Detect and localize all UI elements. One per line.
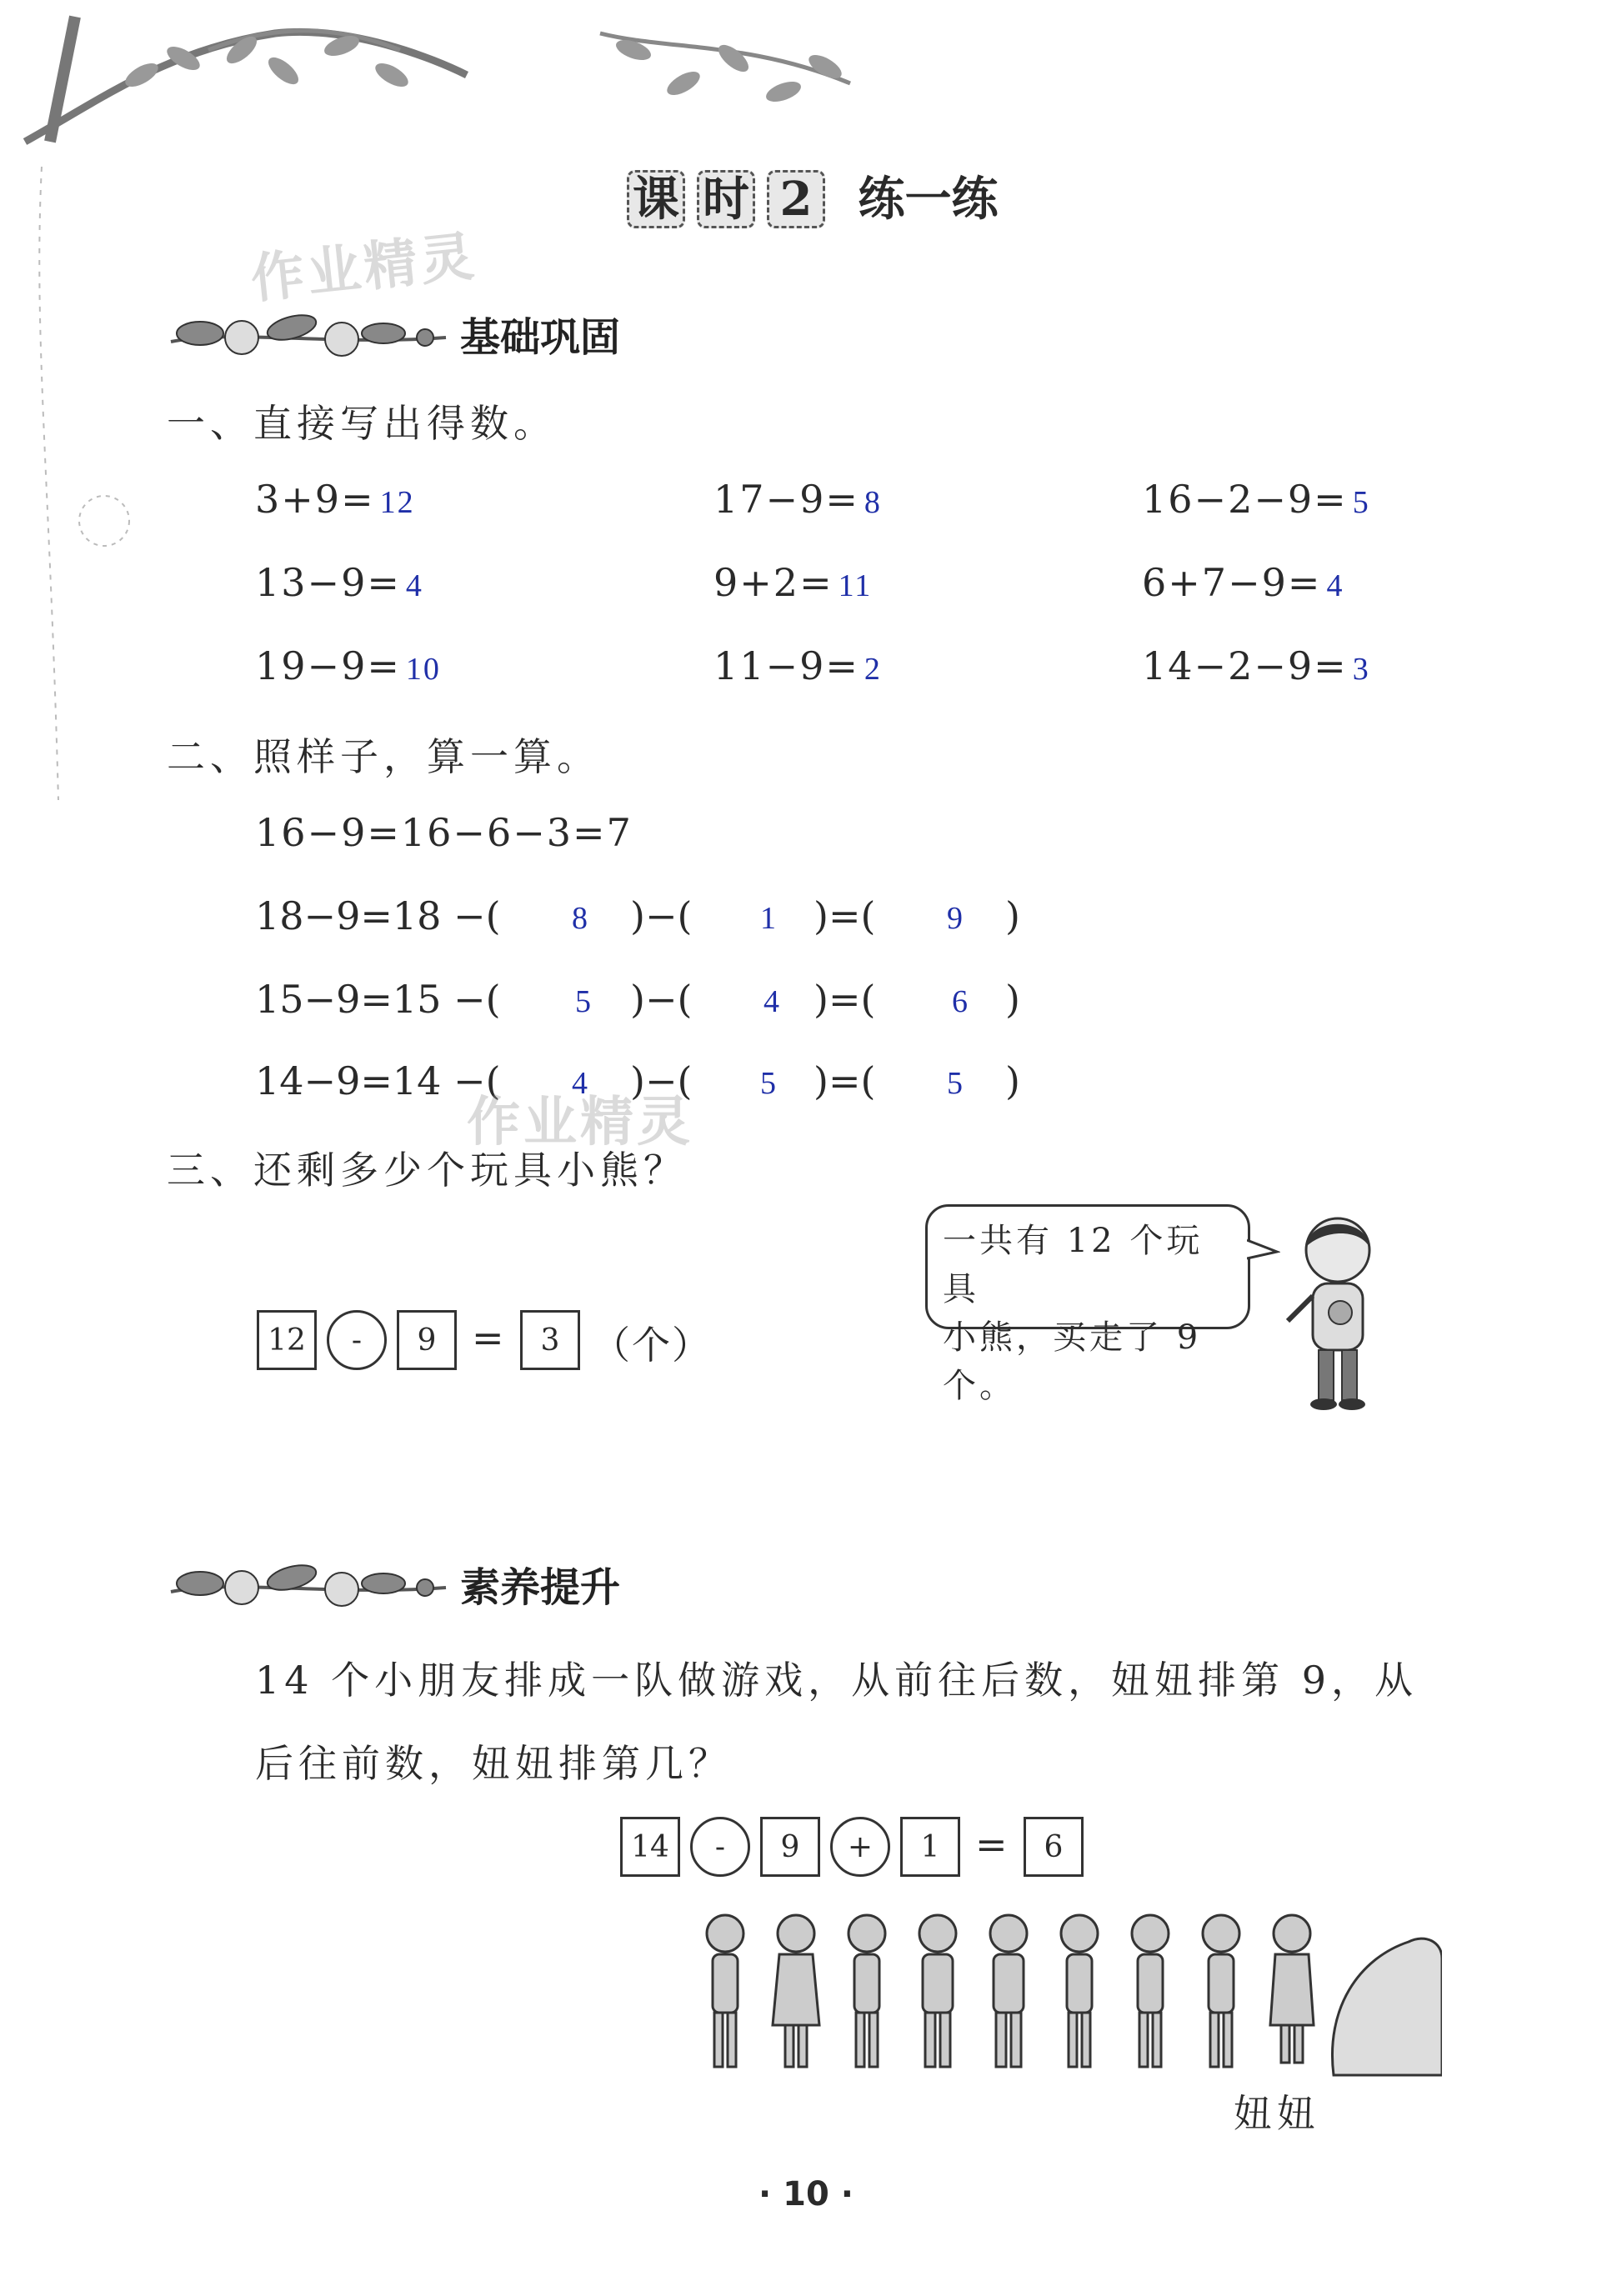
q2-answer-b: 4 <box>763 984 779 1019</box>
children-queue-illustration <box>692 1908 1442 2092</box>
section-header-basic <box>167 296 620 371</box>
q1-expr: 13−9= <box>255 560 401 605</box>
q1-answer: 4 <box>405 568 423 603</box>
q1-expr: 9+2= <box>713 560 834 605</box>
q3-equals: = <box>472 1315 506 1360</box>
watermark-middle: 作业精灵 <box>467 1092 693 1153</box>
q4-line-2: 后往前数，妞妞排第几？ <box>255 1741 732 1786</box>
lesson-char-2: 时 <box>697 170 755 228</box>
q2-example: 16−9=16−6−3=7 <box>255 810 633 855</box>
lesson-title <box>627 163 999 229</box>
q1-answer: 5 <box>1352 485 1370 520</box>
watermark-top: 作业精灵 <box>248 225 480 311</box>
q2-answer-a: 8 <box>572 901 588 936</box>
q1-expr: 6+7−9= <box>1142 560 1322 605</box>
lesson-title-text: 练一练 <box>858 173 999 227</box>
section-header-advanced <box>167 1546 620 1621</box>
q2-paren: ) <box>1005 893 1020 938</box>
q4-operator-plus: + <box>830 1817 890 1877</box>
q2-paren: ) <box>1005 977 1020 1022</box>
q2-paren: )=( <box>814 977 876 1022</box>
q1-item <box>1142 477 1370 522</box>
q3-unit: （个） <box>592 1323 712 1368</box>
q1-item <box>1142 643 1370 688</box>
q2-paren: )−( <box>630 977 693 1022</box>
girl-label: 妞妞 <box>1234 2091 1320 2136</box>
q4-line-1: 14 个小朋友排成一队做游戏，从前往后数，妞妞排第 9，从 <box>255 1658 1419 1703</box>
q3-operator-circle: - <box>327 1310 387 1370</box>
q2-paren: )=( <box>814 1058 876 1103</box>
q4-box-result: 6 <box>1024 1817 1084 1877</box>
q4-box-n3: 1 <box>900 1817 960 1877</box>
q1-answer: 10 <box>405 652 441 687</box>
q1-item <box>713 643 882 688</box>
section-title-advanced: 素养提升 <box>460 1563 621 1611</box>
q4-equals: = <box>975 1822 1009 1867</box>
dashed-margin-line <box>25 167 133 800</box>
q2-lead: 15−9=15 −( <box>255 977 501 1022</box>
q1-item <box>1142 560 1344 605</box>
q1-expr: 17−9= <box>713 477 859 522</box>
bubble-line-1: 一共有 12 个玩具 <box>943 1222 1204 1308</box>
q2-prompt: 二、照样子，算一算。 <box>167 734 600 779</box>
q2-lead: 18−9=18 −( <box>255 893 501 938</box>
flower-vine-icon <box>167 1546 450 1621</box>
q1-answer: 2 <box>864 652 882 687</box>
q2-paren: )=( <box>814 893 876 938</box>
q3-prompt: 三、还剩多少个玩具小熊？ <box>167 1148 687 1193</box>
q2-answer-c: 6 <box>952 984 968 1019</box>
section-title-basic: 基础巩固 <box>460 313 621 361</box>
q2-answer-b: 1 <box>760 901 776 936</box>
q1-answer: 12 <box>379 485 415 520</box>
boy-illustration <box>1275 1213 1392 1413</box>
q1-answer: 8 <box>864 485 882 520</box>
q2-answer-b: 5 <box>760 1066 776 1101</box>
q1-answer: 3 <box>1352 652 1370 687</box>
flower-vine-icon <box>167 296 450 371</box>
q2-answer-a: 4 <box>572 1066 588 1101</box>
q1-item <box>713 560 872 605</box>
lesson-number: 2 <box>767 170 825 228</box>
q2-paren: )−( <box>630 893 693 938</box>
q2-paren: ) <box>1005 1058 1020 1103</box>
q2-answer-a: 5 <box>575 984 591 1019</box>
q1-expr: 3+9= <box>255 477 375 522</box>
q3-box-n2: 9 <box>397 1310 457 1370</box>
q2-row <box>255 893 1047 943</box>
q1-item <box>255 643 441 688</box>
q4-box-n2: 9 <box>760 1817 820 1877</box>
q2-paren: )−( <box>630 1058 693 1103</box>
q4-operator-minus: - <box>690 1817 750 1877</box>
q1-expr: 16−2−9= <box>1142 477 1348 522</box>
q3-box-n1: 12 <box>257 1310 317 1370</box>
q1-answer: 4 <box>1326 568 1344 603</box>
q4-box-n1: 14 <box>620 1817 680 1877</box>
q1-item <box>713 477 882 522</box>
bubble-line-2: 小熊，买走了 9 个。 <box>943 1318 1202 1405</box>
speech-bubble <box>925 1204 1250 1405</box>
q2-answer-c: 9 <box>947 901 963 936</box>
q1-prompt: 一、直接写出得数。 <box>167 401 557 446</box>
q1-item <box>255 477 415 522</box>
q3-box-result: 3 <box>520 1310 580 1370</box>
q1-expr: 19−9= <box>255 643 401 688</box>
q2-answer-c: 5 <box>947 1066 963 1101</box>
q1-expr: 14−2−9= <box>1142 643 1348 688</box>
q2-lead: 14−9=14 −( <box>255 1058 501 1103</box>
q1-answer: 11 <box>838 568 873 603</box>
page-number: · 10 · <box>758 2175 854 2213</box>
branch-decoration <box>0 0 917 158</box>
q1-item <box>255 560 423 605</box>
q2-row <box>255 977 1047 1027</box>
lesson-char-1: 课 <box>627 170 685 228</box>
q1-expr: 11−9= <box>713 643 859 688</box>
